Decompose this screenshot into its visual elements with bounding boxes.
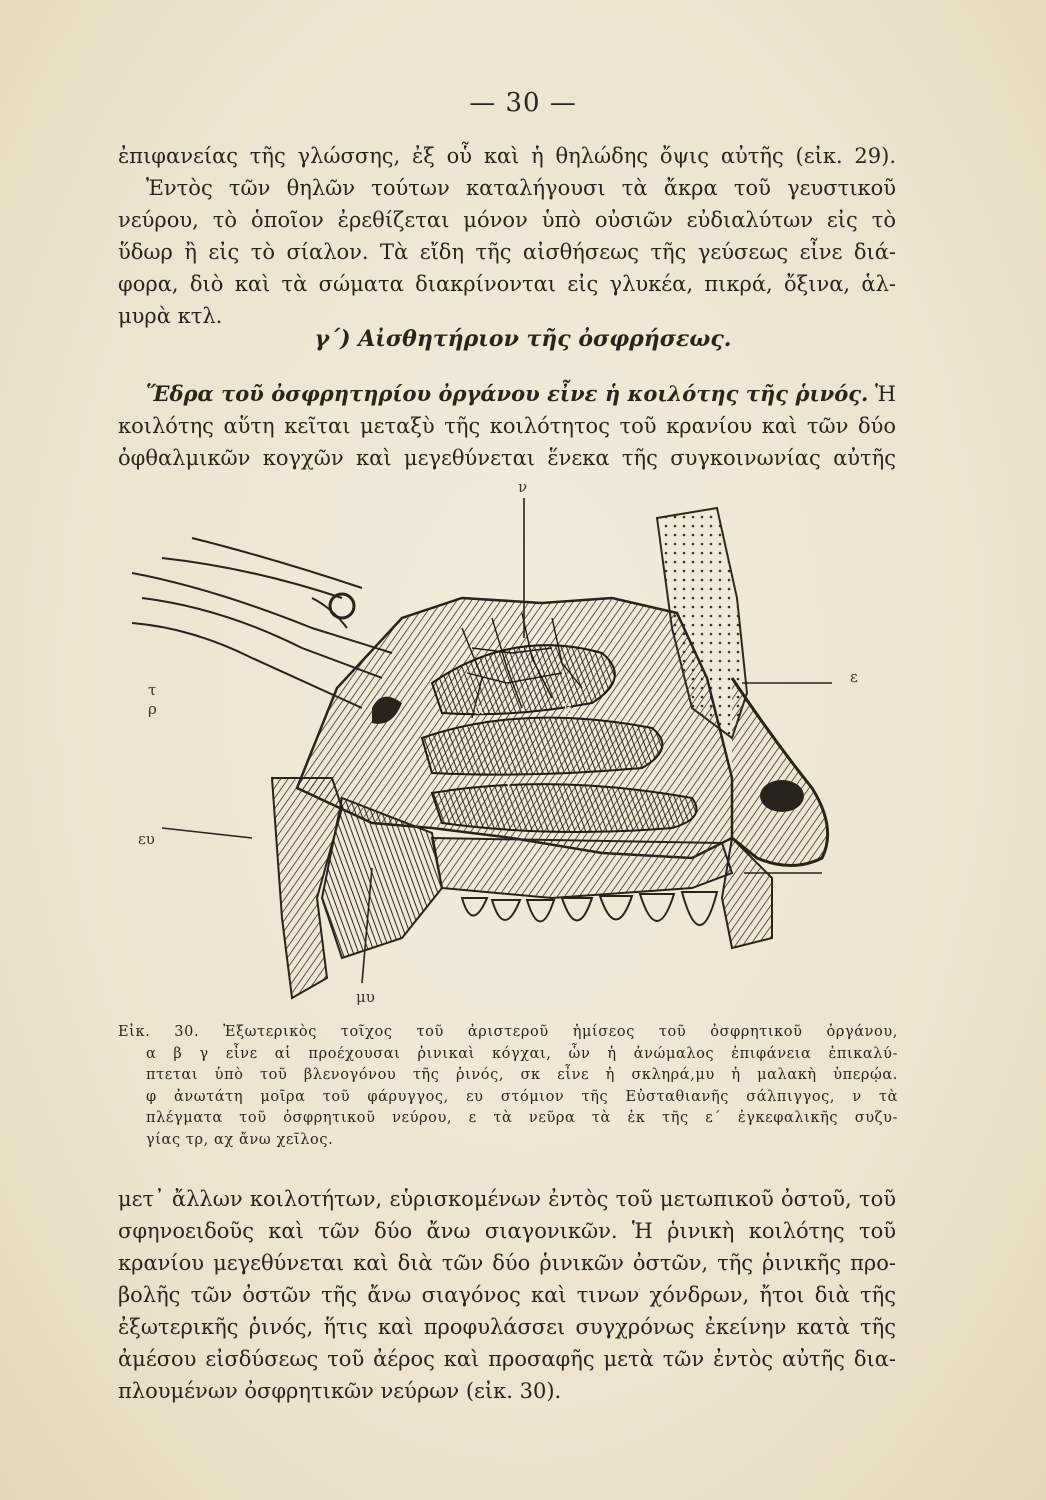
caption-line: πλέγματα τοῦ ὀσφρητικοῦ νεύρου, ε τὰ νεῦρα τὰ ἐκ τῆς ε΄ ἐγκεφαλικῆς συζυ- bbox=[146, 1110, 898, 1126]
label-e: ε bbox=[850, 668, 858, 686]
nasal-cavity-figure bbox=[132, 478, 912, 1018]
text-line: πλουμένων ὀσφρητικῶν νεύρων (εἰκ. 30). bbox=[118, 1379, 562, 1403]
text-line: ὀφθαλμικῶν κογχῶν καὶ μεγεθύνεται ἕνεκα τῆς συγκοινωνίας αὐτῆς bbox=[118, 446, 896, 470]
section-lead: Ἕδρα τοῦ ὀσφρητηρίου ὀργάνου εἶνε ἡ κοιλότης τῆς ῥινός. bbox=[146, 381, 869, 406]
text-line: Ἐντὸς τῶν θηλῶν τούτων καταλήγουσι τὰ ἄκρα τοῦ γευστικοῦ bbox=[146, 176, 896, 200]
caption-line: πτεται ὑπὸ τοῦ βλενογόνου τῆς ῥινός, σκ εἶνε ἡ σκληρά,μυ ἡ μαλακὴ ὑπερῴα. bbox=[146, 1067, 898, 1083]
caption-line: α β γ εἶνε αἱ προέχουσαι ῥινικαὶ κόγχαι, ὧν ἡ ἀνώμαλος ἐπιφάνεια ἐπικαλύ- bbox=[146, 1045, 898, 1062]
text-line: κοιλότης αὕτη κεῖται μεταξὺ τῆς κοιλότητος τοῦ κρανίου καὶ τῶν δύο bbox=[118, 414, 896, 438]
text-line bbox=[118, 378, 896, 410]
hard-palate bbox=[432, 838, 732, 898]
nasal-cavity-illustration bbox=[132, 478, 912, 1018]
section-heading: γ΄) Αἰσθητήριον τῆς ὀσφρήσεως. bbox=[314, 326, 732, 352]
caption-line: Εἰκ. 30. Ἐξωτερικὸς τοῖχος τοῦ ἀριστεροῦ ἡμίσεος τοῦ ὀσφρητικοῦ ὀργάνου, bbox=[118, 1024, 898, 1040]
text-line: νεύρου, τὸ ὁποῖον ἐρεθίζεται μόνον ὑπὸ οὐσιῶν εὐδιαλύτων εἰς τὸ bbox=[118, 208, 896, 232]
label-beta: β bbox=[564, 700, 573, 718]
label-eu: ευ bbox=[138, 830, 155, 848]
text-line: σφηνοειδοῦς καὶ τῶν δύο ἄνω σιαγονικῶν. Ἡ ῥινικὴ κοιλότης τοῦ bbox=[118, 1219, 896, 1243]
upper-teeth bbox=[462, 892, 717, 925]
text-line: ἐπιφανείας τῆς γλώσσης, ἐξ οὗ καὶ ἡ θηλώδης ὄψις αὐτῆς (εἰκ. 29). bbox=[118, 144, 896, 168]
text-line: μυρὰ κτλ. bbox=[118, 304, 223, 328]
text-line: κρανίου μεγεθύνεται καὶ διὰ τῶν δύο ῥινικῶν ὀστῶν, τῆς ῥινικῆς προ- bbox=[118, 1251, 896, 1275]
text-line: μετ᾽ ἄλλων κοιλοτήτων, εὑρισκομένων ἐντὸς τοῦ μετωπικοῦ ὀστοῦ, τοῦ bbox=[118, 1187, 896, 1211]
bottom-paragraph bbox=[118, 1183, 896, 1407]
label-gamma: γ bbox=[504, 772, 513, 790]
text-line: φορα, διὸ καὶ τὰ σώματα διακρίνονται εἰς γλυκέα, πικρά, ὄξινα, ἁλ- bbox=[118, 272, 896, 296]
figure-caption bbox=[118, 1022, 898, 1151]
label-t: τ bbox=[148, 681, 157, 699]
page-number: — 30 — bbox=[469, 88, 577, 118]
label-mu: μυ bbox=[356, 988, 375, 1006]
text-line: ὕδωρ ἢ εἰς τὸ σίαλον. Τὰ εἴδη τῆς αἰσθήσεως τῆς γεύσεως εἶνε διά- bbox=[118, 240, 896, 264]
caption-line: φ ἀνωτάτη μοῖρα τοῦ φάρυγγος, ευ στόμιον τῆς Εὐσταθιανῆς σάλπιγγος, ν τὰ bbox=[146, 1088, 898, 1105]
label-alpha: α bbox=[474, 700, 485, 718]
section-lead-rest: Ἡ bbox=[868, 382, 896, 406]
label-r: ρ bbox=[148, 700, 157, 718]
text-line: βολῆς τῶν ὀστῶν τῆς ἄνω σιαγόνος καὶ τινων χόνδρων, ἤτοι διὰ τῆς bbox=[118, 1283, 896, 1307]
caption-line: γίας τρ, αχ ἄνω χεῖλος. bbox=[146, 1131, 334, 1148]
nose-profile bbox=[732, 678, 828, 866]
text-line: ἐξωτερικῆς ῥινός, ἥτις καὶ προφυλάσσει συγχρόνως ἐκείνην κατὰ τῆς bbox=[118, 1315, 896, 1339]
text-line: ἀμέσου εἰσδύσεως τοῦ ἀέρος καὶ προσαφῆς μετὰ τῶν ἐντὸς αὐτῆς δια- bbox=[118, 1347, 896, 1371]
section-paragraph bbox=[118, 378, 896, 474]
label-v: ν bbox=[518, 478, 528, 496]
nostril bbox=[760, 780, 804, 812]
top-paragraph bbox=[118, 140, 896, 332]
